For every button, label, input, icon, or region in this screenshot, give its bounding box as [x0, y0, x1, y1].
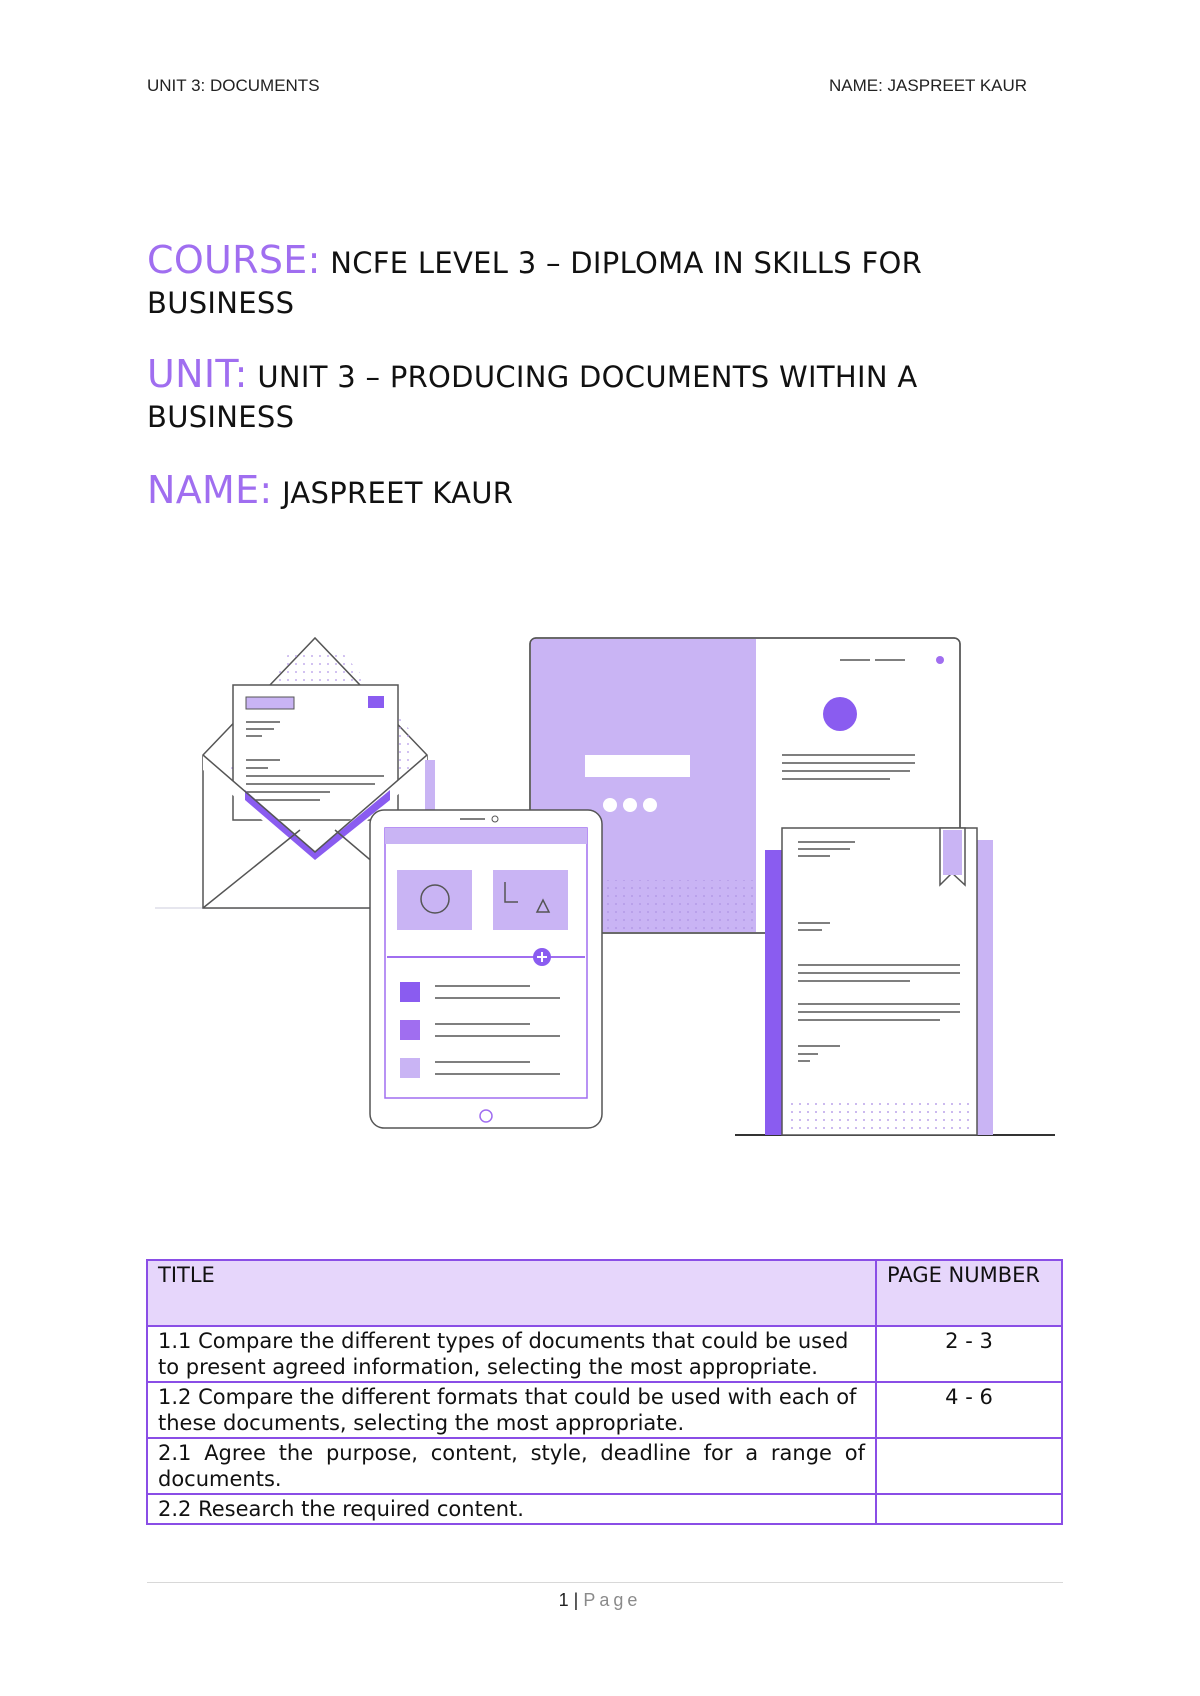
course-field: [147, 240, 1027, 323]
footer-separator: |: [573, 1590, 579, 1610]
page-label: Page: [583, 1590, 642, 1610]
page-footer: [0, 1590, 1200, 1611]
page-number: 1: [558, 1590, 569, 1610]
document-icon: [765, 828, 993, 1135]
row-title: 2.1 Agree the purpose, content, style, deadline for a range of documents.: [147, 1438, 876, 1494]
column-header-title: TITLE: [147, 1260, 876, 1326]
course-value: NCFE LEVEL 3 – DIPLOMA IN SKILLS FOR BUSINESS: [147, 246, 923, 320]
name-field: [147, 470, 1027, 513]
table-row: [147, 1326, 1062, 1382]
running-header-unit: UNIT 3: DOCUMENTS: [147, 76, 320, 95]
row-pages: 4 - 6: [876, 1382, 1062, 1438]
table-row: [147, 1438, 1062, 1494]
name-value: JASPREET KAUR: [282, 476, 514, 510]
footer-divider: [147, 1582, 1063, 1583]
row-title: 1.2 Compare the different formats that could be used with each of these documents, selecting the most appropriate.: [147, 1382, 876, 1438]
table-row: [147, 1382, 1062, 1438]
name-label: NAME:: [147, 468, 273, 512]
documents-illustration: [150, 630, 1060, 1140]
row-title: 2.2 Research the required content.: [147, 1494, 876, 1524]
row-title: 1.1 Compare the different types of documents that could be used to present agreed information, selecting the most appropriate.: [147, 1326, 876, 1382]
unit-field: [147, 354, 1027, 437]
row-pages: 2 - 3: [876, 1326, 1062, 1382]
column-header-page-number: PAGE NUMBER: [876, 1260, 1062, 1326]
course-label: COURSE:: [147, 238, 321, 282]
contents-table: [146, 1259, 1063, 1525]
unit-value: UNIT 3 – PRODUCING DOCUMENTS WITHIN A BUSINESS: [147, 360, 918, 434]
running-header-name: NAME: JASPREET KAUR: [829, 76, 1028, 95]
row-pages: [876, 1494, 1062, 1524]
table-row: [147, 1494, 1062, 1524]
table-header-row: [147, 1260, 1062, 1326]
tablet-icon: [370, 810, 602, 1128]
row-pages: [876, 1438, 1062, 1494]
unit-label: UNIT:: [147, 352, 248, 396]
